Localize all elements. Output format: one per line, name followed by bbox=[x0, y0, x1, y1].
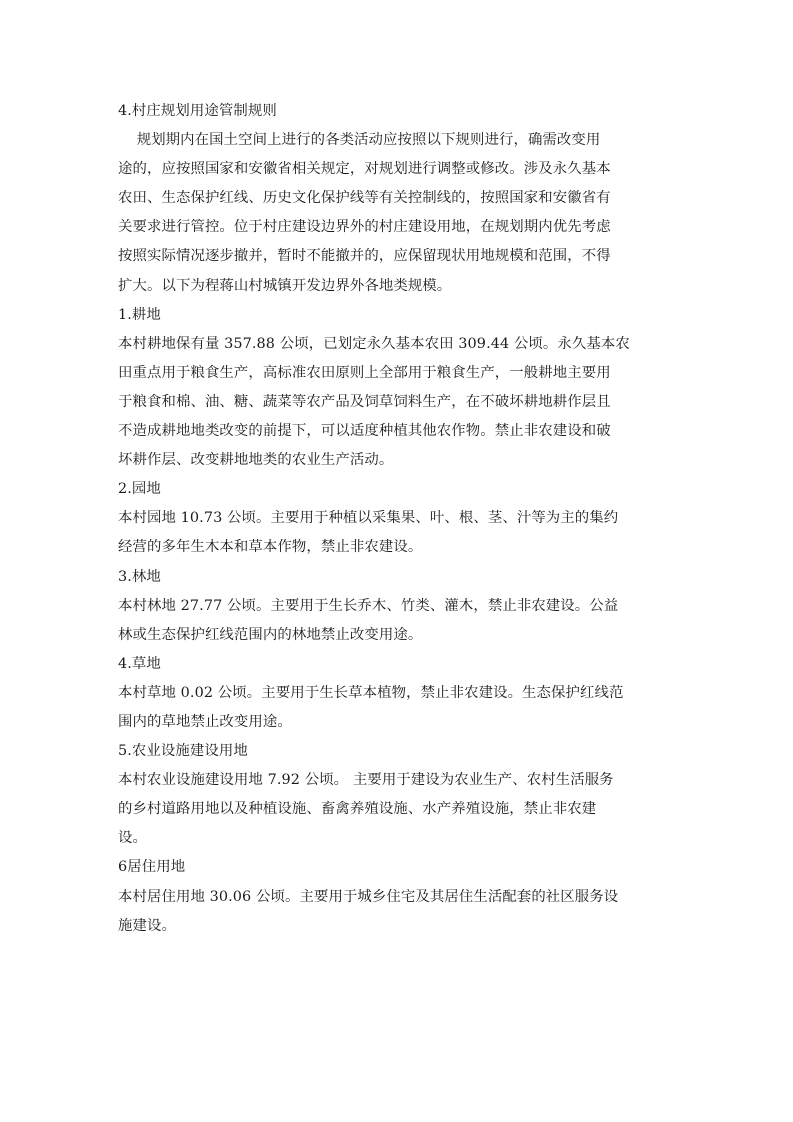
subsection-heading: 3.林地 bbox=[118, 568, 161, 585]
paragraph-line: 于粮食和棉、油、糖、蔬菜等农产品及饲草饲料生产，在不破坏耕地耕作层且 bbox=[118, 393, 611, 410]
paragraph-line: 本村林地 27.77 公顷。主要用于生长乔木、竹类、灌木，禁止非农建设。公益 bbox=[118, 597, 619, 614]
document-body bbox=[118, 97, 680, 941]
paragraph-line: 不造成耕地地类改变的前提下，可以适度种植其他农作物。禁止非农建设和破 bbox=[118, 423, 611, 440]
paragraph-line: 设。 bbox=[118, 830, 147, 847]
paragraph-line: 坏耕作层、改变耕地地类的农业生产活动。 bbox=[118, 452, 394, 469]
paragraph-line: 经营的多年生木本和草本作物，禁止非农建设。 bbox=[118, 539, 423, 556]
subsection-heading: 5.农业设施建设用地 bbox=[118, 743, 248, 760]
paragraph-line: 本村耕地保有量 357.88 公顷，已划定永久基本农田 309.44 公顷。永久基本农 bbox=[118, 335, 630, 352]
paragraph-line: 施建设。 bbox=[118, 917, 176, 934]
paragraph-line: 途的，应按照国家和安徽省相关规定，对规划进行调整或修改。涉及永久基本 bbox=[118, 161, 611, 178]
paragraph-line: 本村草地 0.02 公顷。主要用于生长草本植物，禁止非农建设。生态保护红线范 bbox=[118, 684, 624, 701]
paragraph-line: 田重点用于粮食生产，高标准农田原则上全部用于粮食生产，一般耕地主要用 bbox=[118, 364, 611, 381]
paragraph-line: 林或生态保护红线范围内的林地禁止改变用途。 bbox=[118, 626, 423, 643]
paragraph-line: 扩大。以下为程蒋山村城镇开发边界外各地类规模。 bbox=[118, 277, 452, 294]
paragraph-line: 本村居住用地 30.06 公顷。主要用于城乡住宅及其居住生活配套的社区服务设 bbox=[118, 888, 619, 905]
paragraph-line: 规划期内在国土空间上进行的各类活动应按照以下规则进行，确需改变用 bbox=[118, 132, 601, 149]
paragraph-line: 按照实际情况逐步撤并，暂时不能撤并的，应保留现状用地规模和范围，不得 bbox=[118, 248, 611, 265]
paragraph-line: 本村农业设施建设用地 7.92 公顷。 主要用于建设为农业生产、农村生活服务 bbox=[118, 772, 614, 789]
subsection-heading: 6居住用地 bbox=[118, 859, 186, 876]
section-heading: 4.村庄规划用途管制规则 bbox=[118, 103, 277, 119]
paragraph-line: 的乡村道路用地以及种植设施、畜禽养殖设施、水产养殖设施，禁止非农建 bbox=[118, 801, 597, 818]
subsection-heading: 1.耕地 bbox=[118, 306, 161, 323]
paragraph-line: 农田、生态保护红线、历史文化保护线等有关控制线的，按照国家和安徽省有 bbox=[118, 190, 611, 207]
subsection-heading: 4.草地 bbox=[118, 655, 161, 672]
paragraph-line: 围内的草地禁止改变用途。 bbox=[118, 713, 292, 730]
subsection-heading: 2.园地 bbox=[118, 481, 161, 498]
paragraph-line: 关要求进行管控。位于村庄建设边界外的村庄建设用地，在规划期内优先考虑 bbox=[118, 219, 611, 236]
paragraph-line: 本村园地 10.73 公顷。主要用于种植以采集果、叶、根、茎、汁等为主的集约 bbox=[118, 510, 619, 527]
